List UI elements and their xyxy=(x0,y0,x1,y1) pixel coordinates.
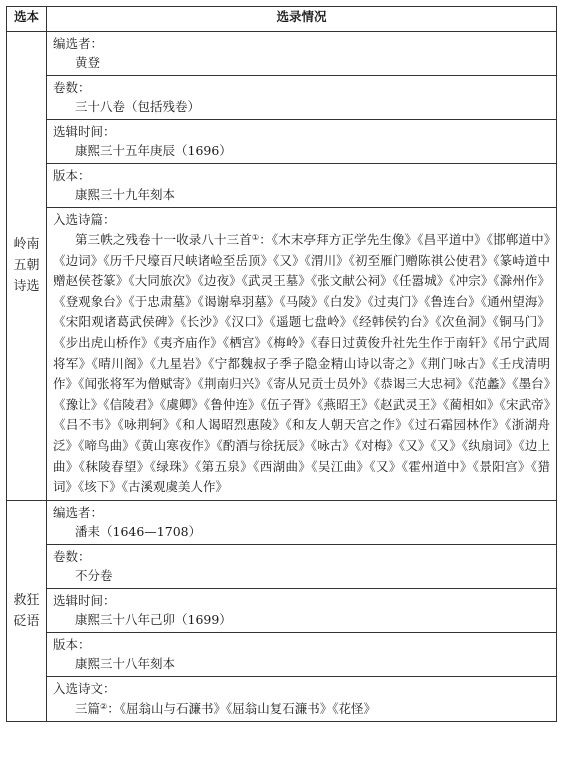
footnote-marker: ② xyxy=(100,701,108,711)
details-cell xyxy=(47,500,557,722)
time-value: 康熙三十八年己卯（1699） xyxy=(75,611,232,627)
selection-name-line: 砭语 xyxy=(13,614,40,630)
time-label: 选辑时间： xyxy=(53,124,116,139)
page xyxy=(6,6,556,778)
selection-name-cell xyxy=(7,32,47,501)
poems-label: 入选诗篇： xyxy=(53,212,116,227)
selection-name-line: 救狂 xyxy=(13,593,40,609)
selection-name-line: 五朝 xyxy=(13,258,40,274)
volumes-value: 三十八卷（包括残卷） xyxy=(75,99,201,114)
edition-label: 版本： xyxy=(53,636,91,652)
poems-list: ：《木末亭拜方正学先生像》《昌平道中》《邯郸道中》《边词》《历千尺壕百尺峡诸崄至岳顶》《又》《渭川》《初至雁门赠陈祺公使君》《篆峙道中赠赵侯苍篆》《大同旅次》《边夜》《武灵王墓》《张文献公祠》《任嚣城》《冲宗》《滁州作》《登观象台》《于忠肃墓》《谒谢皋羽墓》《马陵》《白发》《过夷门》《鲁连台》《通州望海》《宋阳观诸葛武侯碑》《长沙》《汉口》《遥题七盘岭》《经韩侯钓台》《次鱼洞》《铜马门》《步出虎山桥作》《夷齐庙作》《栖宫》《梅岭》《春日过黄俊升社先生作于南轩》《吊宁武周将军》《晴川阁》《九星岩》《宁都魏叔子季子隐金精山诗以寄之》《荆门咏古》《壬戌清明作》《闻张将军为僧赋寄》《荆南归兴》《寄从兄贡士员外》《恭谒三大忠祠》《范蠡》《墨台》《豫让》《信陵君》《虞卿》《鲁仲连》《伍子胥》《燕昭王》《赵武灵王》《蔺相如》《宋武帝》《吕不韦》《咏荆轲》《和人谒昭烈惠陵》《和友人朝天宫之作》《过石霜园林作》《浙湖舟泛》《啼鸟曲》《黄山寒夜作》《酌酒与徐抚辰》《咏古》《对梅》《又》《又》《纨扇词》《边上曲》《秣陵春望》《绿珠》《第五泉》《西湖曲》《吴江曲》《又》《霍州道中》《景阳宫》《猎词》《垓下》《古溪观虞美人作》 xyxy=(53,232,550,495)
poems-text xyxy=(47,229,556,500)
selection-name-line: 岭南 xyxy=(13,237,40,253)
editor-value: 黄登 xyxy=(75,55,101,70)
time-label: 选辑时间： xyxy=(53,592,116,608)
edition-label: 版本： xyxy=(53,168,91,183)
header-selection: 选本 xyxy=(7,7,47,32)
edition-value: 康熙三十八年刻本 xyxy=(75,655,176,671)
time-field xyxy=(47,120,556,164)
volumes-field xyxy=(47,545,556,589)
edition-field xyxy=(47,633,556,677)
edition-value: 康熙三十九年刻本 xyxy=(75,187,176,202)
editor-field xyxy=(47,32,556,76)
poems-field xyxy=(47,208,556,500)
details-cell xyxy=(47,32,557,501)
time-value: 康熙三十五年庚辰（1696） xyxy=(75,143,232,158)
poems-list: ：《屈翁山与石濂书》《屈翁山复石濂书》《花怪》 xyxy=(107,700,376,716)
table-row xyxy=(7,32,557,501)
poems-text xyxy=(47,698,556,722)
editor-label: 编选者： xyxy=(53,36,104,51)
header-status: 选录情况 xyxy=(47,7,557,32)
volumes-label: 卷数： xyxy=(53,80,91,95)
edition-field xyxy=(47,164,556,208)
editor-label: 编选者： xyxy=(53,504,104,520)
editor-value: 潘耒（1646—1708） xyxy=(75,523,202,539)
volumes-label: 卷数： xyxy=(53,548,91,564)
table-header-row xyxy=(7,7,557,32)
poems-label: 入选诗文： xyxy=(53,680,116,696)
volumes-value: 不分卷 xyxy=(75,567,113,583)
poems-field xyxy=(47,677,556,722)
selection-table xyxy=(6,6,557,722)
poems-intro: 三篇 xyxy=(75,700,101,716)
time-field xyxy=(47,589,556,633)
selection-name-line: 诗选 xyxy=(13,279,40,295)
table-row xyxy=(7,500,557,722)
selection-name-cell xyxy=(7,500,47,722)
volumes-field xyxy=(47,76,556,120)
editor-field xyxy=(47,501,556,545)
poems-intro: 第三帙之残卷十一收录八十三首 xyxy=(75,232,252,247)
footnote-marker: ① xyxy=(251,233,260,242)
